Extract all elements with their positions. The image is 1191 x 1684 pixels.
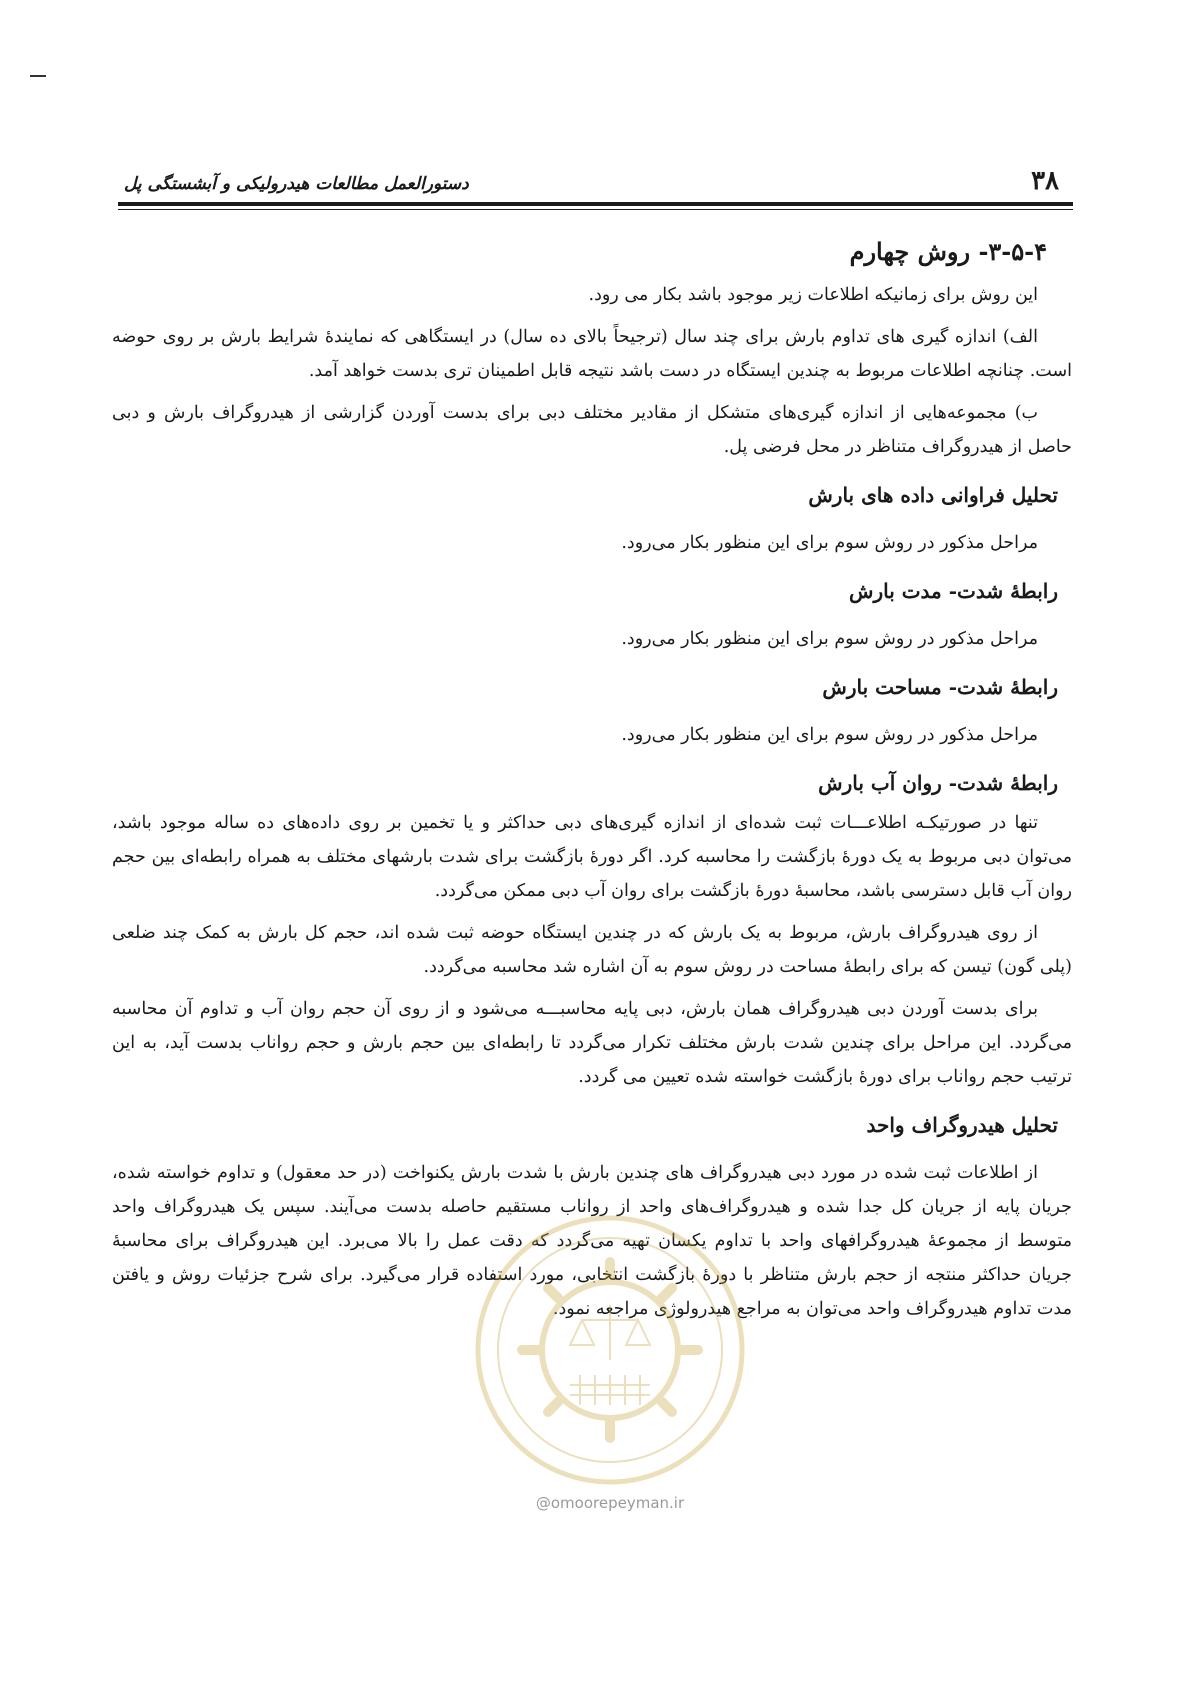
scan-mark [30, 75, 46, 77]
section-title: ۳-۵-۴- روش چهارم [849, 237, 1047, 266]
runoff-paragraph-2: از روی هیدروگراف بارش، مربوط به یک بارش که در چندین ایستگاه حوضه ثبت شده اند، حجم کل بارش به کمک چند ضلعی (پلی گون) تیسن که برای رابطهٔ مساحت در روش سوم به آن اشاره شد محاسبه می‌گردد. [112, 923, 1072, 977]
subsection-text: مراحل مذکور در روش سوم برای این منظور بکار می‌رود. [621, 629, 1038, 649]
intro-paragraph: این روش برای زمانیکه اطلاعات زیر موجود باشد بکار می رود. [588, 285, 1038, 305]
page-body [112, 226, 1072, 1326]
page-header [118, 160, 1073, 216]
unit-hydrograph-paragraph: از اطلاعات ثبت شده در مورد دبی هیدروگراف های چندین بارش با شدت بارش یکنواخت (در حد معقول) و تداوم خواسته شده، جریان پایه از جریان کل جدا شده و هیدروگراف‌های واحد از رواناب مستقیم حاصله بدست می‌آیند. سپس یک هیدروگراف واحد متوسط از مجموعهٔ هیدروگرافهای واحد با تداوم یکسان تهیه می‌گردد که دقت عمل را بالا می‌برد. این هیدروگراف برای محاسبهٔ جریان حداکثر منتجه از حجم بارش متناظر با دورهٔ بازگشت انتخابی، مورد استفاده قرار می‌گیرد. برای شرح جزئیات روش و یافتن مدت تداوم هیدروگراف واحد می‌توان به مراجع هیدرولوژی مراجعه نمود. [112, 1163, 1072, 1319]
runoff-heading: رابطهٔ شدت- روان آب بارش [818, 771, 1058, 795]
page-number: ۳۸ [1031, 166, 1059, 196]
intro-item-b: ب) مجموعه‌هایی از اندازه گیری‌های متشکل از مقادیر مختلف دبی برای بدست آوردن گزارشی از هیدروگراف بارش و دبی حاصل از هیدروگراف متناظر در محل فرضی پل. [112, 403, 1072, 457]
runoff-paragraph-1: تنها در صورتیکـه اطلاعـــات ثبت شده‌ای از اندازه گیری‌های دبی حداکثر و یا تخمین بر روی داده‌های ده ساله موجود باشد، می‌توان دبی مربوط به یک دورهٔ بازگشت را محاسبه کرد. اگر دورهٔ بازگشت برای شدت بارشهای مختلف به همراه رابطه‌ای بین حجم روان آب قابل دسترسی باشد، محاسبهٔ دورهٔ بازگشت برای روان آب دبی ممکن می‌گردد. [112, 813, 1072, 901]
unit-hydrograph-heading: تحلیل هیدروگراف واحد [866, 1113, 1058, 1137]
subsection-text: مراحل مذکور در روش سوم برای این منظور بکار می‌رود. [621, 533, 1038, 553]
runoff-paragraph-3: برای بدست آوردن دبی هیدروگراف همان بارش، دبی پایه محاسبـــه می‌شود و از روی آن حجم روان آب و تداوم آن محاسبه می‌گردد. این مراحل برای چندین شدت بارش مختلف تکرار می‌گردد تا رابطه‌ای بین حجم بارش و حجم رواناب بدست آید، به این ترتیب حجم رواناب برای دورهٔ بازگشت خواسته شده تعیین می گردد. [112, 999, 1072, 1087]
watermark-url: @omoorepeyman.ir [535, 1494, 685, 1512]
subsection-heading: رابطهٔ شدت- مساحت بارش [822, 675, 1058, 699]
header-rule [118, 202, 1073, 206]
intro-item-a: الف) اندازه گیری های تداوم بارش برای چند سال (ترجیحاً بالای ده سال) در ایستگاهی که نمایندهٔ شرایط بارش بر روی حوضه است. چنانچه اطلاعات مربوط به چندین ایستگاه در دست باشد نتیجه قابل اطمینان تری بدست خواهد آمد. [112, 327, 1072, 381]
subsection-heading: رابطهٔ شدت- مدت بارش [849, 579, 1058, 603]
subsection-heading: تحلیل فراوانی داده های بارش [808, 483, 1058, 507]
header-rule-thin [118, 209, 1073, 210]
running-title: دستورالعمل مطالعات هیدرولیکی و آبشستگی پل [124, 174, 469, 194]
subsection-text: مراحل مذکور در روش سوم برای این منظور بکار می‌رود. [621, 725, 1038, 745]
